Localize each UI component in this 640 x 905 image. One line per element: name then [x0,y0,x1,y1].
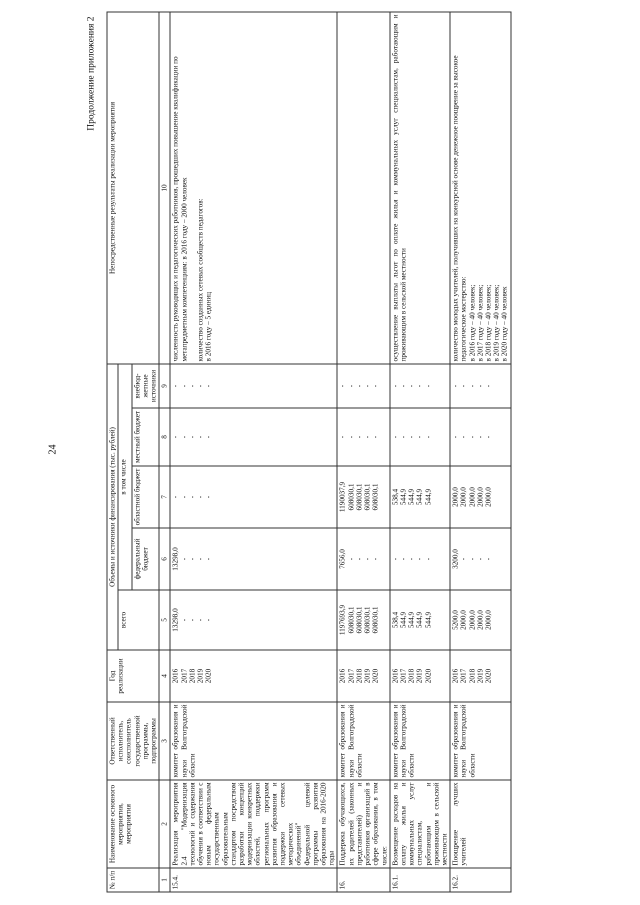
col-number-9: 9 [159,364,170,408]
col-number-7: 7 [159,466,170,528]
row-total: 5200,0 2000,0 2000,0 2000,0 2000,0 [450,590,510,650]
header-year: Год реализации [107,650,159,702]
page-number: 24 [47,444,59,455]
row-name: Поощрение лучших учителей [450,780,510,868]
header-total: всего [118,590,159,650]
row-number: 16.2. [450,868,510,892]
table-row [450,12,510,892]
rotated-page [87,13,554,893]
appendix-heading-line: Продолжение приложения 2 [86,16,97,131]
row-total: 13298,0 - - - - [170,590,337,650]
row-regional: - - - - - [170,466,337,528]
row-local: - - - - - [170,408,337,466]
col-number-1: 1 [159,868,170,892]
col-number-6: 6 [159,528,170,590]
row-responsible: комитет образования и науки Волгоградской области [170,702,337,780]
program-table [107,11,512,892]
header-regional: областной бюджет [132,466,160,528]
row-federal: 13298,0 - - - - [170,528,337,590]
row-number: 16. [337,868,389,892]
row-local: - - - - - [450,408,510,466]
row-federal: - - - - - [390,528,450,590]
row-name: Поддержка обучающихся, их родителей (законных представителей) и работников организаций в сфере образования, в том числе: [337,780,389,868]
row-result [337,12,389,364]
row-total: 1197693,9 608030,1 608030,1 608030,1 608030,1 [337,590,389,650]
row-local: - - - - - [390,408,450,466]
row-extrabudget: - - - - - [390,364,450,408]
row-regional: 538,4 544,9 544,9 544,9 544,9 [390,466,450,528]
row-number: 16.1. [390,868,450,892]
header-results: Непосредственные результаты реализации мероприятия [107,12,159,364]
row-extrabudget: - - - - - [337,364,389,408]
col-number-3: 3 [159,702,170,780]
row-years: 2016 2017 2018 2019 2020 [390,650,450,702]
row-federal: 7656,0 - - - - [337,528,389,590]
header-federal: федеральный бюджет [132,528,160,590]
col-number-10: 10 [159,12,170,364]
table-row [337,12,389,892]
row-result: осуществление выплаты льгот по оплате жилья и коммунальных услуг специалистам, работающим и проживающим в сельской местности [390,12,450,364]
header-responsible: Ответственный исполнитель, соисполнитель государственной программы, подпрограммы [107,702,159,780]
col-number-2: 2 [159,780,170,868]
row-result: численность руководящих и педагогических работников, прошедших повышение квалификации по метапредметным компетенциям: в 2016 году – 2000 человек количество созданных сетевых сообществ педагогов: в 2016 году – 5 единиц [170,12,337,364]
row-years: 2016 2017 2018 2019 2020 [170,650,337,702]
row-years: 2016 2017 2018 2019 2020 [337,650,389,702]
row-extrabudget: - - - - - [170,364,337,408]
row-responsible: комитет образования и науки Волгоградской области [450,702,510,780]
row-local: - - - - - [337,408,389,466]
row-number: 15.4. [170,868,337,892]
row-responsible: комитет образования и науки Волгоградской области [390,702,450,780]
row-name: Реализация мероприятия 2.4 "Модернизация технологий и содержания обучения в соответствии с новым федеральным государственным образовательным стандартом посредством разработки концепций модернизации конкретных областей, поддержки региональных программ развития образования и поддержки сетевых методических объединений" Федеральной целевой программы развития образования на 2016-2020 годы [170,780,337,868]
row-regional: 2000,0 2000,0 2000,0 2000,0 2000,0 [450,466,510,528]
col-number-4: 4 [159,650,170,702]
row-responsible: комитет образования и науки Волгоградской области [337,702,389,780]
row-total: 538,4 544,9 544,9 544,9 544,9 [390,590,450,650]
appendix-heading [87,17,97,131]
row-result: количество молодых учителей, получивших на конкурсной основе денежное поощрение за высокое педагогическое мастерство: в 2016 году – 40 человек; в 2017 году – 40 человек; в 2018 году – 40 человек; в 2019 году – 40 человек; в 2020 году – 40 человек [450,12,510,364]
row-years: 2016 2017 2018 2019 2020 [450,650,510,702]
table-row [170,12,337,892]
row-extrabudget: - - - - - [450,364,510,408]
table-row [390,12,450,892]
header-funding: Объемы и источники финансирования (тыс. рублей) [107,364,118,650]
header-local: местный бюджет [132,408,160,466]
header-including: в том числе [118,364,131,590]
row-name: Возмещение расходов на оплату жилья и коммунальных услуг специалистам, работающим и проживающим в сельской местности [390,780,450,868]
header-name: Наименование основного мероприятия, мероприятия [107,780,159,868]
col-number-8: 8 [159,408,170,466]
col-number-5: 5 [159,590,170,650]
row-regional: 1190037,9 608030,1 608030,1 608030,1 608030,1 [337,466,389,528]
header-no: № п/п [107,868,159,892]
header-extrabudget: внебюд-жетные источники [132,364,160,408]
row-federal: 3200,0 - - - - [450,528,510,590]
